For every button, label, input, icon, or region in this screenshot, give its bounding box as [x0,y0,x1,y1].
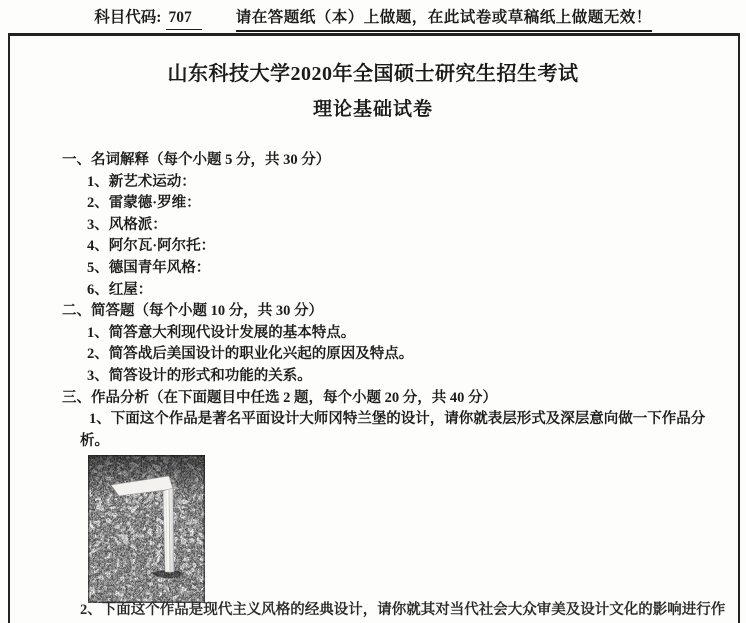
exam-notice: 请在答题纸（本）上做题，在此试卷或草稿纸上做题无效！ [236,7,652,32]
exam-subtitle: 理论基础试卷 [312,99,433,120]
section-2-item-3: 3、简答设计的形式和功能的关系。 [87,367,312,384]
section-1-item-1: 1、新艺术运动： [87,173,196,190]
exam-title: 山东科技大学2020年全国硕士研究生招生考试 [167,63,579,85]
section-1-item-6: 6、红屋： [87,281,153,298]
subject-code-value: 707 [166,7,201,30]
subject-code-group [94,7,201,30]
section-3-heading: 三、作品分析（在下面题目中任选 2 题，每个小题 20 分，共 40 分） [62,389,497,406]
page-header [0,7,746,32]
section-3-item-1: 1、下面这个作品是著名平面设计大师冈特兰堡的设计，请你就表层形式及深层意向做一下作品分析。 [80,411,706,449]
rambow-book-crowd-poster [88,455,205,603]
subject-code-label: 科目代码: [94,9,162,26]
poster-image [88,455,205,603]
section-1-item-5: 5、德国青年风格： [87,259,211,276]
next-question-partial-line: 2、下面这个作品是现代主义风格的经典设计，请你就其对当代社会大众审美及设计文化的影响进行作 [80,602,726,618]
section-1-heading: 一、名词解释（每个小题 5 分，共 30 分） [62,152,331,168]
section-1-item-4: 4、阿尔瓦·阿尔托： [87,238,216,255]
section-2-heading: 二、简答题（每个小题 10 分，共 30 分） [62,303,323,320]
section-2-item-1: 1、简答意大利现代设计发展的基本特点。 [87,324,356,341]
section-1-item-3: 3、风格派： [87,216,167,233]
section-2-item-2: 2、简答战后美国设计的职业化兴起的原因及特点。 [87,346,414,363]
section-1-item-2: 2、雷蒙德·罗维： [87,195,201,212]
question-list [62,150,732,452]
